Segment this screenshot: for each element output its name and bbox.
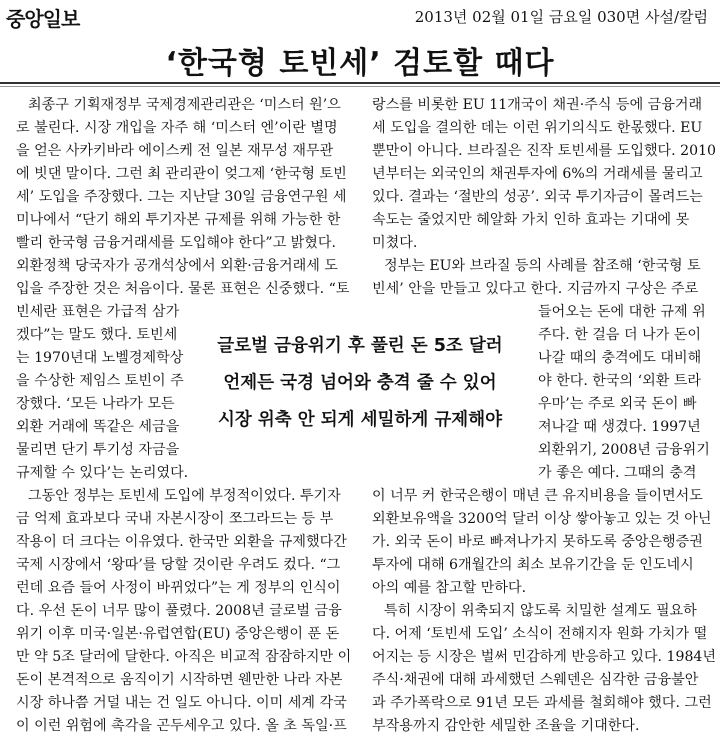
text-line: 외환 거래에 똑같은 세금을 [16, 419, 180, 435]
pull-quote-line: 글로벌 금융위기 후 풀린 돈 5조 달러 [217, 336, 503, 356]
text-line: 속도는 줄었지만 헤알화 가치 인하 효과는 기대에 못 [372, 212, 690, 228]
text-line: 나갈 때의 충격에도 대비해 [538, 350, 702, 366]
text-line: 에 빗댄 말이다. 그런 최 관리관이 엊그제 ‘한국형 토빈 [16, 166, 347, 182]
text-line: 가 좋은 예다. 그때의 충격 [538, 465, 697, 481]
text-line: 금 억제 효과보다 국내 자본시장이 쪼그라드는 등 부 [16, 511, 334, 527]
text-line: 외환위기, 2008년 금융위기 [538, 442, 710, 458]
article-title: ‘한국형 토빈세’ 검토할 때다 [165, 46, 555, 81]
title-rule [0, 82, 720, 84]
text-line: 주다. 한 걸음 더 나가 돈이 [538, 327, 702, 343]
text-line: 어지는 등 시장은 벌써 민감하게 반응하고 있다. 1984년 [372, 649, 716, 665]
text-line: 돈이 본격적으로 움직이기 시작하면 웬만한 나라 자본 [16, 672, 343, 688]
text-line: 그동안 정부는 토빈세 도입에 부정적이었다. 투기자 [28, 488, 341, 504]
masthead [0, 0, 720, 34]
text-line: 외환보유액을 3200억 달러 이상 쌓아놓고 있는 것 아닌 [372, 511, 712, 527]
pull-quote [212, 314, 508, 474]
text-line: 미나에서 “단기 해외 투기자본 규제를 위해 가능한 한 [16, 212, 341, 228]
text-line: 랑스를 비롯한 EU 11개국이 채권·주식 등에 금융거래 [372, 97, 703, 113]
text-line: 장했다. ‘모든 나라가 모든 [16, 396, 175, 412]
text-line: 들어오는 돈에 대한 규제 위 [538, 304, 706, 320]
text-line: 입을 주장한 것은 처음이다. 물론 표현은 신중했다. “토 [16, 281, 350, 297]
text-line: 부작용까지 감안한 세밀한 조율을 기대한다. [372, 718, 640, 734]
text-line: 다. 어제 ‘토빈세 도입’ 소식이 전해지자 원화 가치가 떨 [372, 626, 708, 642]
text-line: 투자에 대해 6개월간의 최소 보유기간을 둔 인도네시 [372, 557, 694, 573]
text-line: 이 너무 커 한국은행이 매년 큰 유지비용을 들이면서도 [372, 488, 703, 504]
newspaper-logo: 중앙일보 [6, 7, 80, 31]
text-line: 년부터는 외국인의 채권투자에 6%의 거래세를 물리고 [372, 166, 703, 182]
text-line: 시장 하나쯤 거덜 내는 건 일도 아니다. 이미 세계 각국 [16, 695, 347, 711]
text-line: 로 불린다. 시장 개입을 자주 해 ‘미스터 엔’이란 별명 [16, 120, 338, 136]
text-line: 외환정책 당국자가 공개석상에서 외환·금융거래세 도 [16, 258, 338, 274]
text-line: 런데 요즘 들어 사정이 바뀌었다”는 게 정부의 인식이 [16, 580, 341, 596]
text-line: 최종구 기획재정부 국제경제관리관은 ‘미스터 원’으 [28, 97, 341, 113]
text-line: 세’ 도입을 주장했다. 그는 지난달 30일 금융연구원 세 [16, 189, 347, 205]
pull-quote-line: 시장 위축 안 되게 세밀하게 규제해야 [217, 410, 503, 430]
text-line: 빈세란 표현은 가급적 삼가 [16, 304, 180, 320]
text-line: 세 도입을 결의한 데는 이런 위기의식도 한몫했다. EU [372, 120, 703, 136]
text-line: 국제 시장에서 ‘왕따’를 당할 것이란 우려도 컸다. “그 [16, 557, 341, 573]
text-line: 작용이 더 크다는 이유였다. 한국만 외환을 규제했다간 [16, 534, 347, 550]
text-line: 과 주가폭락으로 91년 모든 과세를 철회해야 했다. 그런 [372, 695, 712, 711]
text-line: 야 한다. 한국의 ‘외환 트라 [538, 373, 702, 389]
text-line: 는 1970년대 노벨경제학상 [16, 350, 184, 366]
text-line: 우마’는 주로 외국 돈이 빠 [538, 396, 697, 412]
text-line: 미쳤다. [372, 235, 418, 251]
text-line: 규제할 수 있다’는 논리였다. [16, 465, 189, 481]
text-line: 겠다”는 말도 했다. 토빈세 [16, 327, 178, 343]
text-line: 빈세’ 안을 만들고 있다고 한다. 지금까지 구상은 주로 [372, 281, 699, 297]
text-line: 물리면 단기 투기성 자금을 [16, 442, 180, 458]
pull-quote-line: 언제든 국경 넘어와 충격 줄 수 있어 [223, 373, 497, 393]
text-line: 위기 이후 미국·일본·유럽연합(EU) 중앙은행이 푼 돈 [16, 626, 340, 642]
text-line: 이 이런 위험에 촉각을 곤두세우고 있다. 올 초 독일·프 [16, 718, 347, 734]
text-line: 특히 시장이 위축되지 않도록 치밀한 설계도 필요하 [384, 603, 697, 619]
title-rule-thin [0, 86, 720, 87]
text-line: 정부는 EU와 브라질 등의 사례를 참조해 ‘한국형 토 [384, 258, 701, 274]
text-line: 주식·채권에 대해 과세했던 스웨덴은 심각한 금융불안 [372, 672, 699, 688]
dateline: 2013년 02월 01일 금요일 030면 사설/칼럼 [414, 8, 708, 26]
text-line: 을 수상한 제임스 토빈이 주 [16, 373, 184, 389]
text-line: 다. 우선 돈이 너무 많이 풀렸다. 2008년 글로벌 금융 [16, 603, 342, 619]
text-line: 만 약 5조 달러에 달한다. 아직은 비교적 잠잠하지만 이 [16, 649, 352, 665]
text-line: 있다. 결과는 ‘절반의 성공’. 외국 투기자금이 몰려드는 [372, 189, 703, 205]
text-line: 빨리 한국형 금융거래세를 도입해야 한다”고 밝혔다. [16, 235, 336, 251]
text-line: 을 얻은 사카키바라 에이스케 전 일본 재무성 재무관 [16, 143, 334, 159]
text-line: 져나갈 때 생겼다. 1997년 [538, 419, 701, 435]
text-line: 가. 외국 돈이 바로 빠져나가지 못하도록 중앙은행증권 [372, 534, 703, 550]
text-line: 아의 예를 참고할 만하다. [372, 580, 527, 596]
text-line: 뿐만이 아니다. 브라질은 진작 토빈세를 도입했다. 2010 [372, 143, 716, 159]
